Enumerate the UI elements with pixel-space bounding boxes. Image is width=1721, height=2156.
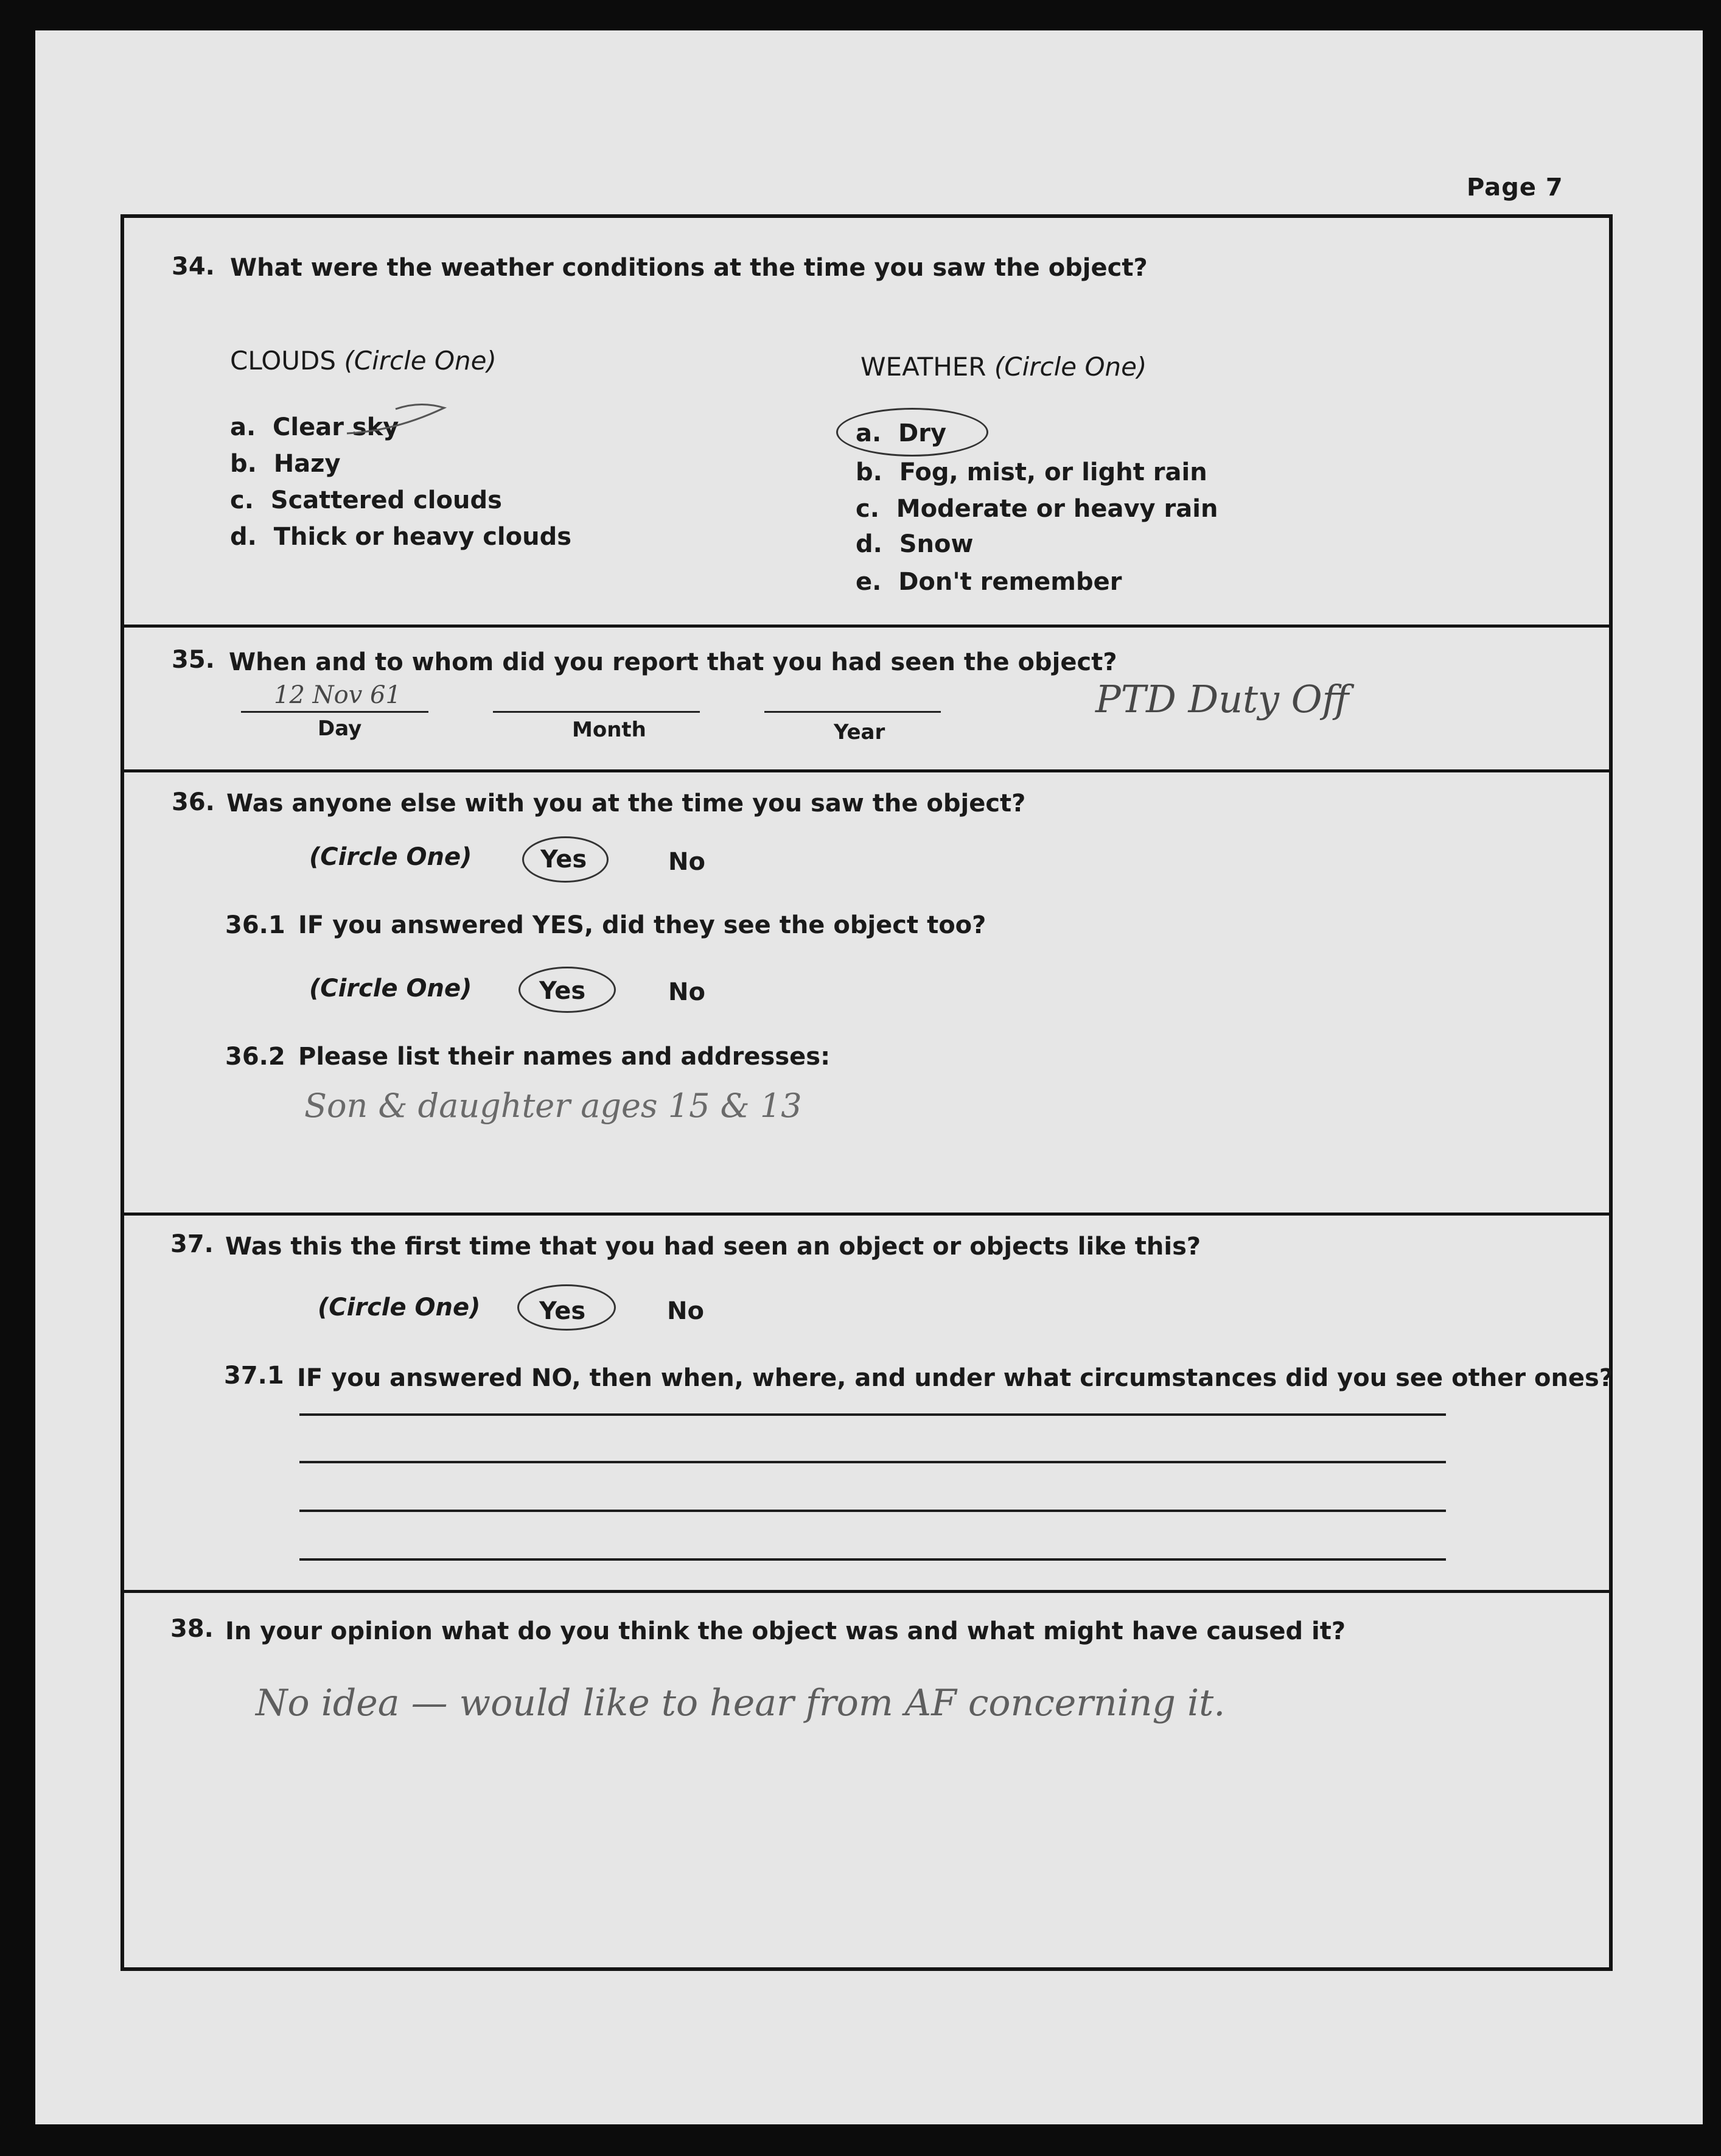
question-text: In your opinion what do you think the object was and what might have caused it? <box>225 1617 1346 1645</box>
clouds-option-b[interactable]: b. Hazy <box>230 450 341 478</box>
month-line[interactable] <box>493 711 700 713</box>
circle-one-hint: (Circle One) <box>309 975 472 1003</box>
circle-one-hint: (Circle One) <box>309 843 472 871</box>
answer-line[interactable] <box>299 1510 1446 1512</box>
divider-34-35 <box>120 625 1613 628</box>
clouds-option-d[interactable]: d. Thick or heavy clouds <box>230 523 572 551</box>
answer-yes[interactable]: Yes <box>539 1297 586 1325</box>
sub-question-number: 37.1 <box>224 1362 284 1390</box>
question-text: Was this the first time that you had seen an object or objects like this? <box>225 1233 1201 1261</box>
clouds-option-a[interactable]: a. Clear sky <box>230 413 399 441</box>
dry-selection-circle <box>836 408 988 457</box>
month-label: Month <box>572 718 646 742</box>
report-recipient-handwritten: PTD Duty Off <box>1095 677 1349 721</box>
weather-option-b[interactable]: b. Fog, mist, or light rain <box>856 458 1207 486</box>
question-number: 36. <box>172 788 215 816</box>
answer-yes[interactable]: Yes <box>540 845 587 873</box>
question-text: What were the weather conditions at the time you saw the object? <box>230 254 1148 282</box>
yes-selection-circle <box>518 967 616 1013</box>
day-label: Day <box>318 716 362 741</box>
yes-selection-circle <box>522 836 609 883</box>
answer-yes[interactable]: Yes <box>539 977 586 1005</box>
weather-option-c[interactable]: c. Moderate or heavy rain <box>856 495 1218 523</box>
divider-35-36 <box>120 769 1613 772</box>
sub-question-number: 36.2 <box>225 1043 285 1071</box>
question-text: Was anyone else with you at the time you saw the object? <box>226 789 1026 817</box>
opinion-handwritten-answer: No idea — would like to hear from AF concerning it. <box>256 1682 1226 1724</box>
companions-handwritten-answer: Son & daughter ages 15 & 13 <box>304 1087 802 1125</box>
question-number: 35. <box>172 646 215 674</box>
question-number: 37. <box>170 1230 214 1258</box>
divider-36-37 <box>120 1213 1613 1216</box>
clouds-heading: CLOUDS (Circle One) <box>230 346 497 376</box>
weather-option-a[interactable]: a. Dry <box>856 419 947 447</box>
answer-line[interactable] <box>299 1413 1446 1416</box>
year-label: Year <box>834 720 885 744</box>
sub-question-text: IF you answered YES, did they see the object too? <box>298 911 986 939</box>
sub-question-text: IF you answered NO, then when, where, and under what circumstances did you see other ones? <box>297 1364 1614 1392</box>
divider-37-38 <box>120 1590 1613 1593</box>
weather-heading: WEATHER (Circle One) <box>860 352 1147 382</box>
answer-line[interactable] <box>299 1558 1446 1561</box>
question-number: 38. <box>170 1615 214 1643</box>
circle-one-hint: (Circle One) <box>318 1293 481 1321</box>
question-text: When and to whom did you report that you had seen the object? <box>229 648 1117 676</box>
year-line[interactable] <box>764 711 941 713</box>
page-label: Page 7 <box>1467 173 1563 201</box>
weather-option-d[interactable]: d. Snow <box>856 530 974 558</box>
question-number: 34. <box>172 253 215 281</box>
day-line[interactable] <box>241 711 428 713</box>
sub-question-text: Please list their names and addresses: <box>298 1043 831 1071</box>
sub-question-number: 36.1 <box>225 911 285 939</box>
weather-option-e[interactable]: e. Don't remember <box>856 568 1122 596</box>
answer-no[interactable]: No <box>668 978 705 1006</box>
answer-line[interactable] <box>299 1461 1446 1463</box>
day-handwritten-value: 12 Nov 61 <box>274 681 401 709</box>
clouds-option-c[interactable]: c. Scattered clouds <box>230 486 502 514</box>
yes-selection-circle <box>517 1284 616 1331</box>
clear-sky-circle-mark <box>341 396 450 444</box>
answer-no[interactable]: No <box>667 1297 704 1325</box>
answer-no[interactable]: No <box>668 848 705 876</box>
